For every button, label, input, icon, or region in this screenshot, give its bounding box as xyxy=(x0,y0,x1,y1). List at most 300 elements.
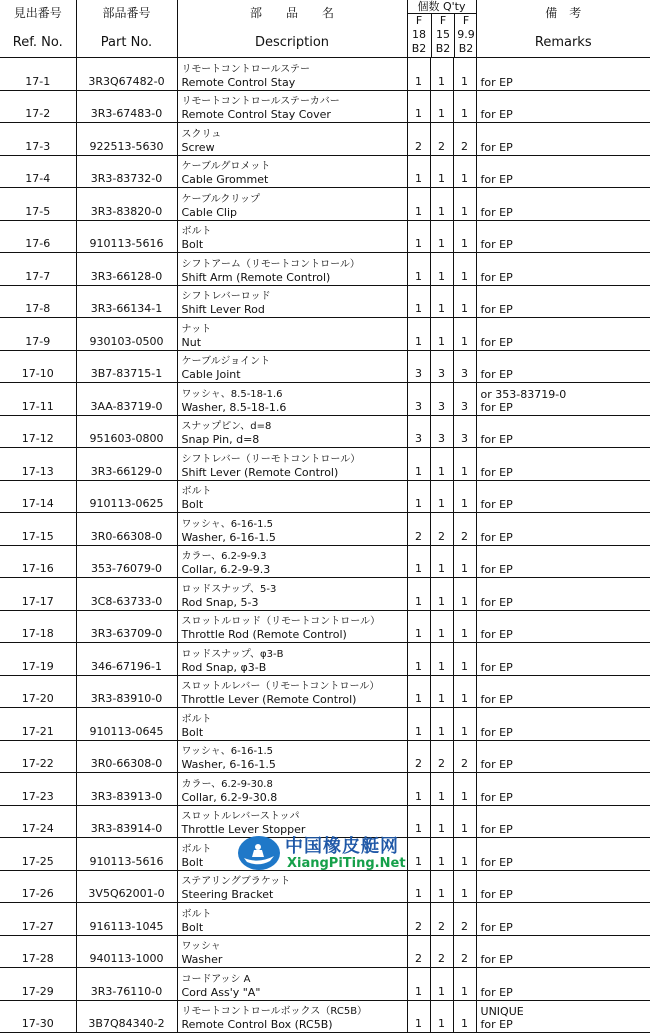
remarks-cell xyxy=(476,155,650,188)
ref-no-cell: 17-27 xyxy=(0,903,76,936)
qty-col-1-variant: B2 xyxy=(411,42,427,55)
part-no-cell: 910113-0645 xyxy=(76,708,177,741)
remarks-text: for EP xyxy=(480,400,513,414)
remarks-cell xyxy=(476,935,650,968)
qty-cell: 1 xyxy=(407,1000,430,1033)
remarks-cell xyxy=(476,90,650,123)
description-cell xyxy=(177,545,407,578)
qty-cell: 1 xyxy=(430,448,453,481)
part-no-cell: 3R3-63709-0 xyxy=(76,610,177,643)
description-cell xyxy=(177,383,407,416)
description-jp: ケーブルクリップ xyxy=(181,193,260,205)
qty-cell: 1 xyxy=(407,643,430,676)
description-cell xyxy=(177,708,407,741)
description-cell xyxy=(177,643,407,676)
qty-cell: 1 xyxy=(407,838,430,871)
description-jp: スロットルレバー（リモートコントロール） xyxy=(181,681,380,692)
remarks-cell xyxy=(476,773,650,806)
table-row xyxy=(0,513,650,546)
table-row xyxy=(0,1000,650,1033)
ref-header-jp: 見出番号 xyxy=(13,6,62,20)
table-row xyxy=(0,935,650,968)
part-no-cell: 3C8-63733-0 xyxy=(76,578,177,611)
ref-no-cell: 17-10 xyxy=(0,350,76,383)
description-en: Cord Ass'y "A" xyxy=(181,985,261,999)
remarks-text: for EP xyxy=(480,335,513,349)
remarks-cell xyxy=(476,708,650,741)
qty-cell: 2 xyxy=(453,513,476,546)
part-header xyxy=(76,0,177,58)
ref-no-cell: 17-20 xyxy=(0,675,76,708)
qty-cell: 2 xyxy=(407,513,430,546)
table-row xyxy=(0,58,650,91)
qty-cell: 1 xyxy=(407,188,430,221)
description-jp: ロッドスナップ、φ3-B xyxy=(181,648,284,660)
qty-col-2-variant: B2 xyxy=(435,42,451,55)
ref-no-cell: 17-1 xyxy=(0,58,76,91)
qty-cell: 1 xyxy=(453,285,476,318)
description-cell xyxy=(177,903,407,936)
qty-cell: 1 xyxy=(430,773,453,806)
part-no-cell: 910113-5616 xyxy=(76,220,177,253)
description-en: Bolt xyxy=(181,238,204,251)
qty-cell: 1 xyxy=(453,968,476,1001)
description-en: Cable Joint xyxy=(181,368,241,381)
qty-cell: 1 xyxy=(453,578,476,611)
qty-cell: 2 xyxy=(430,513,453,546)
qty-cell: 1 xyxy=(430,643,453,676)
qty-cell: 3 xyxy=(407,383,430,416)
description-en: Rod Snap, 5-3 xyxy=(181,595,259,609)
qty-cell: 1 xyxy=(453,643,476,676)
qty-cell: 1 xyxy=(453,773,476,806)
qty-cell: 1 xyxy=(407,220,430,253)
remarks-cell xyxy=(476,220,650,253)
ref-header xyxy=(0,0,76,58)
qty-col-1-hp: 18 xyxy=(412,28,426,41)
table-row xyxy=(0,545,650,578)
remarks-cell xyxy=(476,968,650,1001)
description-jp: シフトアーム（リモートコントロール） xyxy=(181,258,360,270)
description-en: Bolt xyxy=(181,855,204,869)
ref-no-cell: 17-23 xyxy=(0,773,76,806)
description-jp: リモートコントロールステー xyxy=(181,63,310,75)
qty-cell: 2 xyxy=(407,123,430,156)
part-no-cell: 3R3-83732-0 xyxy=(76,155,177,188)
description-cell xyxy=(177,1000,407,1033)
description-en: Rod Snap, φ3-B xyxy=(181,660,267,674)
qty-cell: 2 xyxy=(453,740,476,773)
table-row xyxy=(0,578,650,611)
description-en: Shift Arm (Remote Control) xyxy=(181,270,331,284)
qty-cell: 2 xyxy=(430,903,453,936)
description-en: Throttle Rod (Remote Control) xyxy=(181,628,347,641)
part-no-cell: 910113-5616 xyxy=(76,838,177,871)
description-en: Washer xyxy=(181,953,223,966)
description-jp: カラー、6.2-9-9.3 xyxy=(181,551,267,562)
description-jp: スロットルロッド（リモートコントロール） xyxy=(181,616,381,627)
qty-col-2-model: F xyxy=(439,14,447,27)
ref-no-cell: 17-28 xyxy=(0,935,76,968)
qty-cell: 1 xyxy=(407,480,430,513)
qty-cell: 1 xyxy=(430,870,453,903)
qty-cell: 3 xyxy=(430,415,453,448)
description-cell xyxy=(177,773,407,806)
remarks-cell xyxy=(476,513,650,546)
ref-no-cell: 17-8 xyxy=(0,285,76,318)
ref-no-cell: 17-3 xyxy=(0,123,76,156)
qty-cell: 1 xyxy=(430,318,453,351)
description-cell xyxy=(177,935,407,968)
qty-cell: 3 xyxy=(453,350,476,383)
table-row xyxy=(0,318,650,351)
description-jp: シフトレバーロッド xyxy=(181,291,271,302)
description-jp: ボルト xyxy=(181,226,212,237)
qty-cell: 1 xyxy=(407,968,430,1001)
qty-cell: 1 xyxy=(430,220,453,253)
qty-title: 個数 Q'ty xyxy=(408,0,476,14)
remarks-cell xyxy=(476,610,650,643)
description-jp: ワッシャ xyxy=(181,941,221,952)
remarks-text: for EP xyxy=(480,173,513,186)
part-no-cell: 940113-1000 xyxy=(76,935,177,968)
qty-cell: 1 xyxy=(430,155,453,188)
desc-header-en: Description xyxy=(254,35,330,50)
remarks-cell xyxy=(476,838,650,871)
qty-cell: 1 xyxy=(407,90,430,123)
qty-cell: 2 xyxy=(453,935,476,968)
remarks-text: for EP xyxy=(480,693,513,706)
table-row xyxy=(0,123,650,156)
qty-cell: 1 xyxy=(453,220,476,253)
description-jp: ケーブルジョイント xyxy=(181,356,271,367)
remarks-text: for EP xyxy=(480,433,513,446)
remarks-text: for EP xyxy=(480,888,513,901)
ref-no-cell: 17-25 xyxy=(0,838,76,871)
remarks-note: UNIQUE xyxy=(480,1005,524,1018)
qty-cell: 1 xyxy=(453,805,476,838)
ref-header-en: Ref. No. xyxy=(12,35,63,50)
qty-cell: 1 xyxy=(407,253,430,286)
remarks-cell xyxy=(476,285,650,318)
remarks-cell xyxy=(476,350,650,383)
remarks-cell xyxy=(476,448,650,481)
qty-cell: 1 xyxy=(430,1000,453,1033)
description-cell xyxy=(177,740,407,773)
description-cell xyxy=(177,513,407,546)
qty-cell: 3 xyxy=(430,383,453,416)
header-row xyxy=(0,0,650,58)
qty-cell: 1 xyxy=(430,968,453,1001)
qty-cell: 1 xyxy=(407,675,430,708)
description-en: Collar, 6.2-9-30.8 xyxy=(181,790,278,804)
qty-cell: 2 xyxy=(453,123,476,156)
remarks-cell xyxy=(476,383,650,416)
qty-cell: 3 xyxy=(430,350,453,383)
remarks-text: for EP xyxy=(480,660,513,674)
ref-no-cell: 17-21 xyxy=(0,708,76,741)
description-en: Cable Clip xyxy=(181,205,237,219)
remarks-text: for EP xyxy=(480,530,513,544)
part-no-cell: 951603-0800 xyxy=(76,415,177,448)
description-cell xyxy=(177,188,407,221)
table-row xyxy=(0,220,650,253)
remarks-text: for EP xyxy=(480,595,513,609)
remarks-cell xyxy=(476,188,650,221)
part-no-cell: 3R3-66128-0 xyxy=(76,253,177,286)
ref-no-cell: 17-11 xyxy=(0,383,76,416)
description-cell xyxy=(177,415,407,448)
remarks-text: for EP xyxy=(480,465,513,479)
qty-cell: 1 xyxy=(407,448,430,481)
qty-cell: 1 xyxy=(407,805,430,838)
description-cell xyxy=(177,318,407,351)
watermark-en: XiangPiTing.Net xyxy=(287,856,406,871)
qty-cell: 3 xyxy=(453,415,476,448)
remarks-cell xyxy=(476,415,650,448)
ref-no-cell: 17-30 xyxy=(0,1000,76,1033)
qty-col-3-model: F xyxy=(462,14,470,27)
qty-cell: 2 xyxy=(407,903,430,936)
remarks-header-en: Remarks xyxy=(534,35,592,50)
qty-cell: 1 xyxy=(430,708,453,741)
description-cell xyxy=(177,155,407,188)
qty-cell: 1 xyxy=(430,838,453,871)
part-no-cell: 3R3Q67482-0 xyxy=(76,58,177,91)
ref-no-cell: 17-6 xyxy=(0,220,76,253)
remarks-text: for EP xyxy=(480,790,513,804)
description-cell xyxy=(177,123,407,156)
part-no-cell: 3R3-66129-0 xyxy=(76,448,177,481)
part-no-cell: 353-76079-0 xyxy=(76,545,177,578)
remarks-note: or 353-83719-0 xyxy=(480,387,567,401)
part-no-cell: 3AA-83719-0 xyxy=(76,383,177,416)
part-no-cell: 3R3-76110-0 xyxy=(76,968,177,1001)
part-no-cell: 930103-0500 xyxy=(76,318,177,351)
table-row xyxy=(0,383,650,416)
qty-cell: 1 xyxy=(430,285,453,318)
description-jp: スロットルレバーストッパ xyxy=(181,811,300,822)
qty-cell: 1 xyxy=(407,610,430,643)
ref-no-cell: 17-16 xyxy=(0,545,76,578)
qty-cell: 1 xyxy=(453,545,476,578)
qty-header xyxy=(407,0,476,58)
qty-cell: 1 xyxy=(430,545,453,578)
description-jp: ロッドスナップ、5-3 xyxy=(181,583,277,595)
part-no-cell: 3R3-83913-0 xyxy=(76,773,177,806)
qty-cell: 2 xyxy=(430,123,453,156)
description-en: Remote Control Box (RC5B) xyxy=(181,1018,333,1031)
part-header-en: Part No. xyxy=(100,35,153,50)
qty-cell: 1 xyxy=(453,318,476,351)
table-row xyxy=(0,350,650,383)
ref-no-cell: 17-18 xyxy=(0,610,76,643)
description-cell xyxy=(177,448,407,481)
qty-cell: 1 xyxy=(453,870,476,903)
qty-cell: 1 xyxy=(430,675,453,708)
remarks-text: for EP xyxy=(480,563,513,576)
description-cell xyxy=(177,285,407,318)
ref-no-cell: 17-12 xyxy=(0,415,76,448)
remarks-text: for EP xyxy=(480,75,513,89)
part-no-cell: 3R3-83910-0 xyxy=(76,675,177,708)
description-en: Shift Lever (Remote Control) xyxy=(181,465,339,479)
description-en: Collar, 6.2-9-9.3 xyxy=(181,563,271,576)
ref-no-cell: 17-5 xyxy=(0,188,76,221)
part-no-cell: 3V5Q62001-0 xyxy=(76,870,177,903)
remarks-cell xyxy=(476,480,650,513)
part-no-cell: 910113-0625 xyxy=(76,480,177,513)
boat-logo-icon xyxy=(237,834,281,872)
qty-cell: 1 xyxy=(430,253,453,286)
ref-no-cell: 17-24 xyxy=(0,805,76,838)
qty-cell: 1 xyxy=(430,578,453,611)
qty-cell: 1 xyxy=(430,58,453,91)
description-en: Throttle Lever Stopper xyxy=(181,823,306,836)
part-no-cell: 3R3-83914-0 xyxy=(76,805,177,838)
qty-cell: 1 xyxy=(453,155,476,188)
description-jp: ステアリングブラケット xyxy=(181,876,291,887)
description-cell xyxy=(177,968,407,1001)
remarks-text: for EP xyxy=(480,270,513,284)
qty-cell: 3 xyxy=(407,350,430,383)
qty-cell: 1 xyxy=(407,578,430,611)
qty-cell: 3 xyxy=(453,383,476,416)
part-no-cell: 3R0-66308-0 xyxy=(76,740,177,773)
qty-col-3-hp: 9.9 xyxy=(457,28,475,41)
table-row xyxy=(0,155,650,188)
table-row xyxy=(0,643,650,676)
description-en: Remote Control Stay Cover xyxy=(181,108,331,121)
qty-cell: 1 xyxy=(407,318,430,351)
parts-body xyxy=(0,58,650,1033)
table-row xyxy=(0,610,650,643)
qty-cell: 1 xyxy=(407,58,430,91)
description-en: Throttle Lever (Remote Control) xyxy=(181,693,357,706)
description-en: Washer, 6-16-1.5 xyxy=(181,758,276,771)
table-row xyxy=(0,968,650,1001)
ref-no-cell: 17-7 xyxy=(0,253,76,286)
remarks-text: for EP xyxy=(480,303,513,316)
remarks-text: for EP xyxy=(480,953,513,966)
ref-no-cell: 17-9 xyxy=(0,318,76,351)
remarks-cell xyxy=(476,805,650,838)
qty-cell: 1 xyxy=(453,188,476,221)
table-row xyxy=(0,188,650,221)
table-row xyxy=(0,740,650,773)
table-row xyxy=(0,675,650,708)
description-en: Steering Bracket xyxy=(181,888,274,901)
remarks-cell xyxy=(476,123,650,156)
part-no-cell: 3R3-66134-1 xyxy=(76,285,177,318)
ref-no-cell: 17-17 xyxy=(0,578,76,611)
description-jp: リモートコントロールボックス（RC5B） xyxy=(181,1006,368,1017)
description-cell xyxy=(177,58,407,91)
description-jp: ボルト xyxy=(181,713,212,725)
qty-cell: 1 xyxy=(430,480,453,513)
ref-no-cell: 17-2 xyxy=(0,90,76,123)
remarks-cell xyxy=(476,1000,650,1033)
qty-col-1 xyxy=(408,14,431,57)
description-jp: ボルト xyxy=(181,486,212,497)
ref-no-cell: 17-4 xyxy=(0,155,76,188)
part-no-cell: 3R3-83820-0 xyxy=(76,188,177,221)
part-no-cell: 3R0-66308-0 xyxy=(76,513,177,546)
qty-col-1-model: F xyxy=(415,14,423,27)
remarks-text: for EP xyxy=(480,855,513,869)
qty-col-3 xyxy=(454,14,477,57)
description-en: Bolt xyxy=(181,920,204,934)
qty-col-2-hp: 15 xyxy=(436,28,450,41)
description-en: Bolt xyxy=(181,498,204,511)
qty-cell: 1 xyxy=(453,1000,476,1033)
ref-no-cell: 17-14 xyxy=(0,480,76,513)
table-row xyxy=(0,448,650,481)
remarks-header-jp: 備 考 xyxy=(545,6,582,20)
description-en: Washer, 8.5-18-1.6 xyxy=(181,400,287,414)
ref-no-cell: 17-19 xyxy=(0,643,76,676)
ref-no-cell: 17-29 xyxy=(0,968,76,1001)
table-row xyxy=(0,708,650,741)
description-cell xyxy=(177,480,407,513)
part-no-cell: 916113-1045 xyxy=(76,903,177,936)
description-jp: ボルト xyxy=(181,908,212,920)
description-jp: スナップピン、d=8 xyxy=(181,421,272,432)
description-jp: ワッシャ、8.5-18-1.6 xyxy=(181,388,283,400)
remarks-cell xyxy=(476,318,650,351)
watermark xyxy=(237,832,413,878)
description-cell xyxy=(177,675,407,708)
remarks-header xyxy=(476,0,650,58)
part-no-cell: 3B7-83715-1 xyxy=(76,350,177,383)
table-row xyxy=(0,773,650,806)
description-en: Remote Control Stay xyxy=(181,75,296,89)
remarks-text: for EP xyxy=(480,238,513,251)
table-row xyxy=(0,903,650,936)
qty-cell: 1 xyxy=(407,773,430,806)
description-jp: ワッシャ、6-16-1.5 xyxy=(181,746,274,757)
description-cell xyxy=(177,220,407,253)
qty-cell: 2 xyxy=(407,740,430,773)
remarks-cell xyxy=(476,253,650,286)
qty-cell: 1 xyxy=(407,870,430,903)
description-cell xyxy=(177,350,407,383)
qty-cell: 2 xyxy=(430,740,453,773)
qty-cell: 1 xyxy=(430,610,453,643)
ref-no-cell: 17-26 xyxy=(0,870,76,903)
remarks-text: for EP xyxy=(480,758,513,771)
description-jp: ケーブルグロメット xyxy=(181,161,271,172)
qty-col-3-variant: B2 xyxy=(458,42,474,55)
qty-cell: 2 xyxy=(407,935,430,968)
qty-cell: 1 xyxy=(453,90,476,123)
remarks-text: for EP xyxy=(480,725,513,739)
qty-cell: 1 xyxy=(453,708,476,741)
watermark-cn: 中国橡皮艇网 xyxy=(285,836,399,857)
ref-no-cell: 17-15 xyxy=(0,513,76,546)
remarks-cell xyxy=(476,675,650,708)
description-jp: スクリュ xyxy=(181,128,222,140)
description-cell xyxy=(177,610,407,643)
description-jp: カラー、6.2-9-30.8 xyxy=(181,778,273,790)
qty-cell: 1 xyxy=(407,545,430,578)
description-cell xyxy=(177,253,407,286)
qty-cell: 1 xyxy=(407,708,430,741)
description-en: Snap Pin, d=8 xyxy=(181,433,260,446)
qty-cell: 1 xyxy=(453,675,476,708)
qty-cell: 2 xyxy=(453,903,476,936)
remarks-cell xyxy=(476,740,650,773)
